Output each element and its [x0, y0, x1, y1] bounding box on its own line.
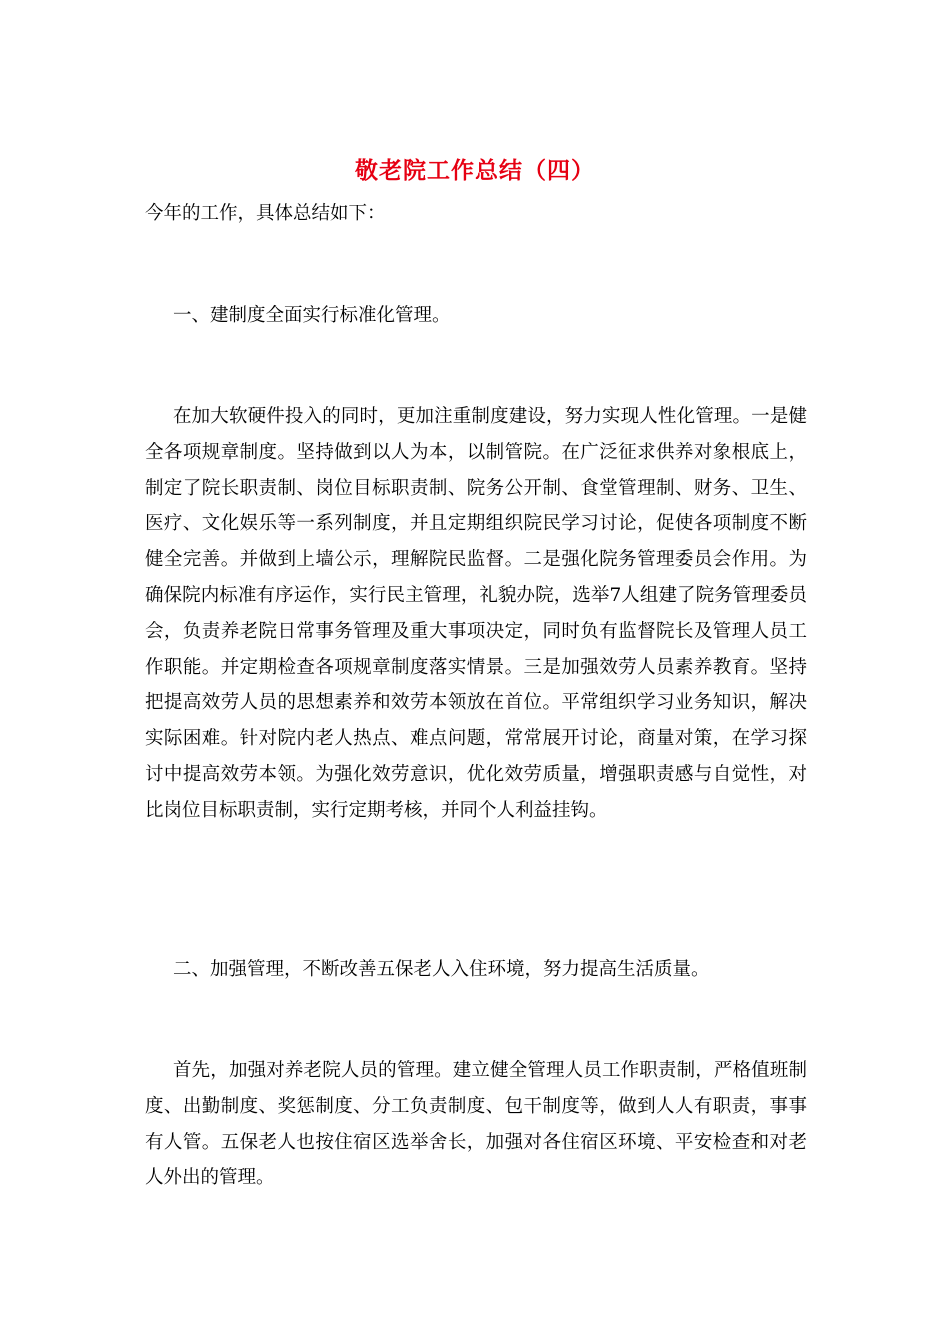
- document-title: 敬老院工作总结（四）: [355, 158, 595, 184]
- intro-paragraph: 今年的工作，具体总结如下：: [145, 203, 386, 224]
- section-paragraph-2: 首先，加强对养老院人员的管理。建立健全管理人员工作职责制，严格值班制度、出勤制度、奖惩制度、分工负责制度、包干制度等，做到人人有职责，事事有人管。五保老人也按住宿区选举舍长，加强对各住宿区环境、平安检查和对老人外出的管理。: [145, 1060, 807, 1189]
- section-heading-1: 一、建制度全面实行标准化管理。: [173, 305, 451, 326]
- section-paragraph-1: 在加大软硬件投入的同时，更加注重制度建设，努力实现人性化管理。一是健全各项规章制度。坚持做到以人为本，以制管院。在广泛征求供养对象根底上，制定了院长职责制、岗位目标职责制、院务公开制、食堂管理制、财务、卫生、医疗、文化娱乐等一系列制度，并且定期组织院民学习讨论，促使各项制度不断健全完善。并做到上墙公示，理解院民监督。二是强化院务管理委员会作用。为确保院内标准有序运作，实行民主管理，礼貌办院，选举7人组建了院务管理委员会，负责养老院日常事务管理及重大事项决定，同时负有监督院长及管理人员工作职能。并定期检查各项规章制度落实情景。三是加强效劳人员素养教育。坚持把提高效劳人员的思想素养和效劳本领放在首位。平常组织学习业务知识，解决实际困难。针对院内老人热点、难点问题，常常展开讨论，商量对策，在学习探讨中提高效劳本领。为强化效劳意识，优化效劳质量，增强职责感与自觉性，对比岗位目标职责制，实行定期考核，并同个人利益挂钩。: [145, 406, 807, 821]
- section-heading-2: 二、加强管理，不断改善五保老人入住环境，努力提高生活质量。: [173, 959, 710, 980]
